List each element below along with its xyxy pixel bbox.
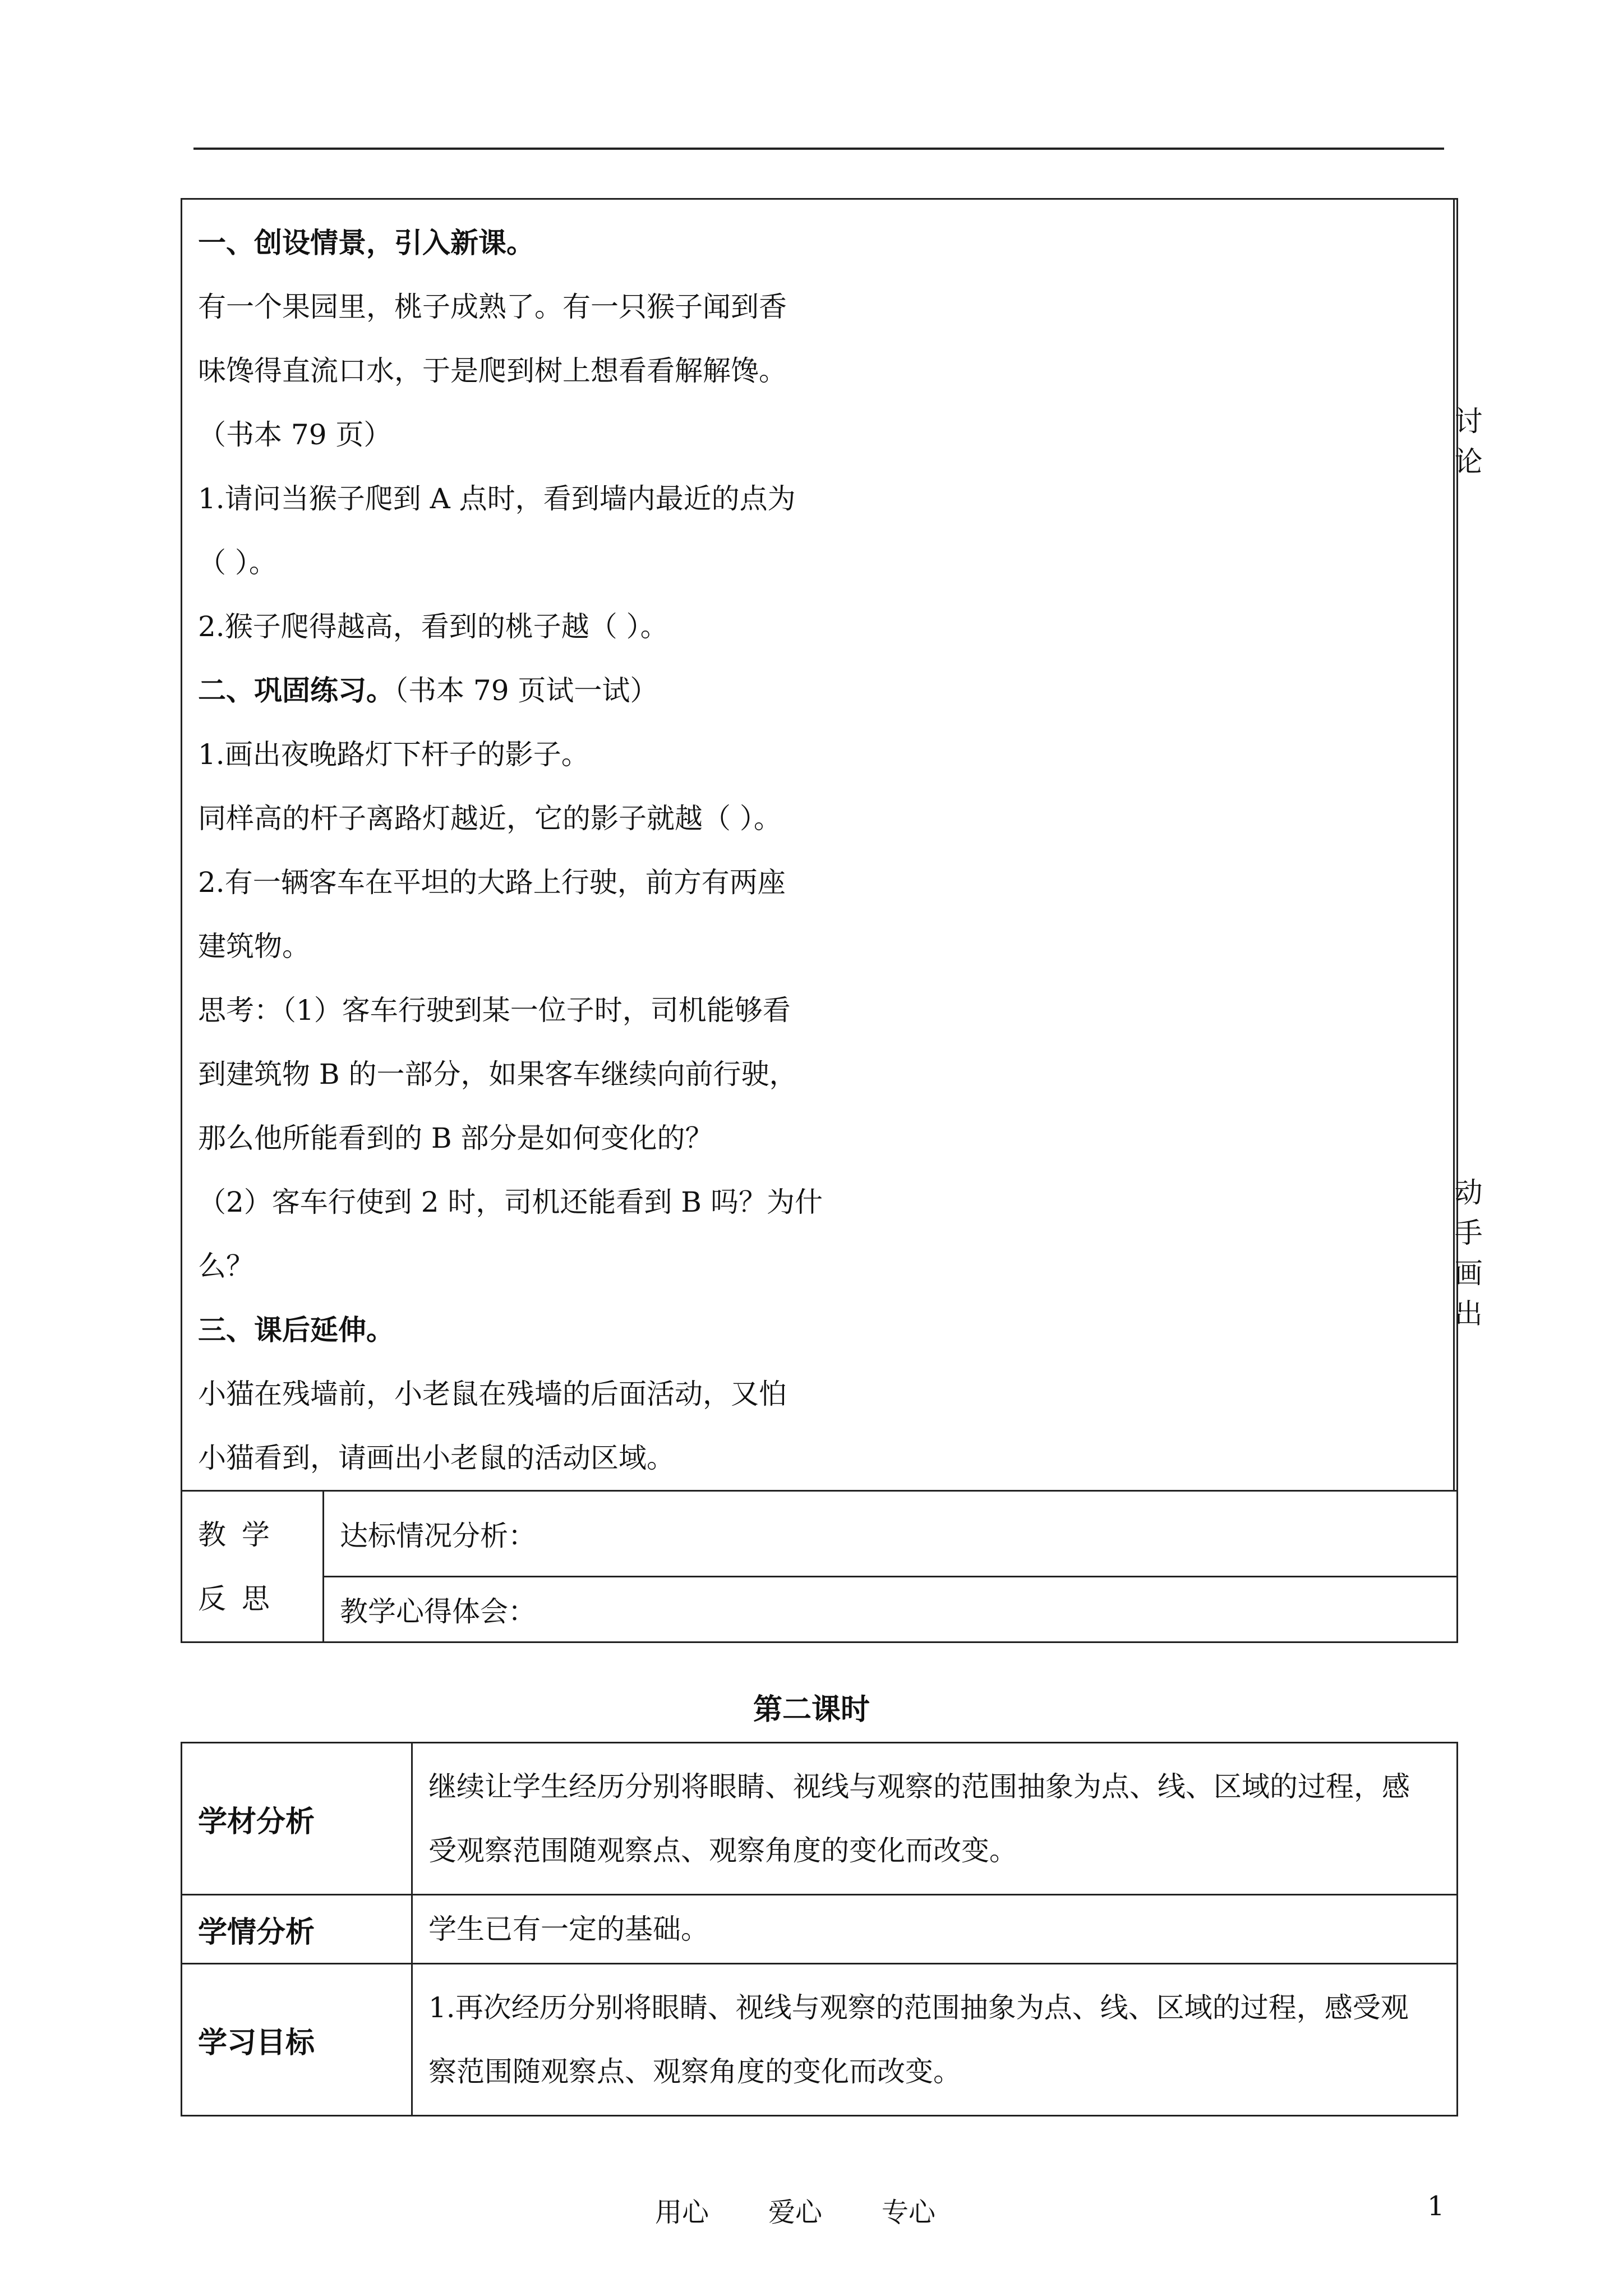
content-line: （2）客车行使到 2 时，司机还能看到 B 吗？为什: [198, 1186, 823, 1218]
content-line: 思考：（1）客车行驶到某一位子时，司机能够看: [198, 994, 791, 1027]
content-line: 三、课后延伸。: [198, 1313, 394, 1346]
content-line: 建筑物。: [198, 930, 310, 963]
content-line: 1.请问当猴子爬到 A 点时，看到墙内最近的点为: [198, 482, 796, 515]
row-content-learning-goals: 1.再次经历分别将眼睛、视线与观察的范围抽象为点、线、区域的过程，感受观 察范围随观察点、观察角度的变化而改变。: [412, 1964, 1458, 2116]
content-line: （书本 79 页）: [198, 418, 392, 451]
content-line: 有一个果园里，桃子成熟了。有一只猴子闻到香: [198, 291, 787, 323]
content-line: 味馋得直流口水，于是爬到树上想看看解解馋。: [198, 355, 787, 387]
table-row: [182, 1743, 1458, 1895]
content-line: 那么他所能看到的 B 部分是如何变化的？: [198, 1122, 713, 1154]
lesson-content: [198, 211, 1442, 1490]
note-draw: 动手画出: [1454, 1176, 1483, 1330]
content-line: （ ）。: [198, 546, 277, 579]
second-lesson-table: [181, 1742, 1458, 2116]
content-line: 么？: [198, 1250, 254, 1282]
row-header-learner-analysis: 学情分析: [182, 1895, 412, 1964]
lesson-table: [181, 198, 1483, 1643]
row-content-learner-analysis: 学生已有一定的基础。: [412, 1895, 1458, 1964]
table-row: [182, 1964, 1458, 2116]
content-line: 2.猴子爬得越高，看到的桃子越（ ）。: [198, 610, 668, 643]
header-rule: [193, 148, 1444, 150]
reflection-label: 教 学 反 思: [182, 1491, 324, 1642]
content-line: 2.有一辆客车在平坦的大路上行驶，前方有两座: [198, 866, 786, 899]
content-line: 小猫看到，请画出小老鼠的活动区域。: [198, 1442, 675, 1474]
footer-motto-2: 爱心: [768, 2197, 823, 2228]
footer-motto-1: 用心: [655, 2197, 709, 2228]
content-line: 1.画出夜晚路灯下杆子的影子。: [198, 738, 589, 771]
teacher-notes-cell: [1454, 199, 1483, 1491]
row-header-learning-goals: 学习目标: [182, 1964, 412, 2116]
row-header-material-analysis: 学材分析: [182, 1743, 412, 1895]
note-discussion: 讨论: [1454, 405, 1483, 478]
section-title: 第二课时: [753, 1692, 870, 1727]
reflection-analysis: 达标情况分析：: [324, 1491, 1458, 1577]
page-number: 1: [1427, 2191, 1445, 2222]
content-line: 到建筑物 B 的一部分，如果客车继续向前行驶，: [198, 1058, 797, 1091]
footer-motto-3: 专心: [882, 2197, 936, 2228]
content-line: 一、创设情景，引入新课。: [198, 226, 534, 259]
table-row: [182, 1895, 1458, 1964]
reflection-experience: 教学心得体会：: [324, 1577, 1458, 1642]
content-line: 二、巩固练习。（书本 79 页试一试）: [198, 674, 658, 707]
content-line: 同样高的杆子离路灯越近，它的影子就越（ ）。: [198, 802, 782, 835]
row-content-material-analysis: 继续让学生经历分别将眼睛、视线与观察的范围抽象为点、线、区域的过程，感 受观察范围随观察点、观察角度的变化而改变。: [412, 1743, 1458, 1895]
content-line: 小猫在残墙前，小老鼠在残墙的后面活动，又怕: [198, 1378, 787, 1410]
